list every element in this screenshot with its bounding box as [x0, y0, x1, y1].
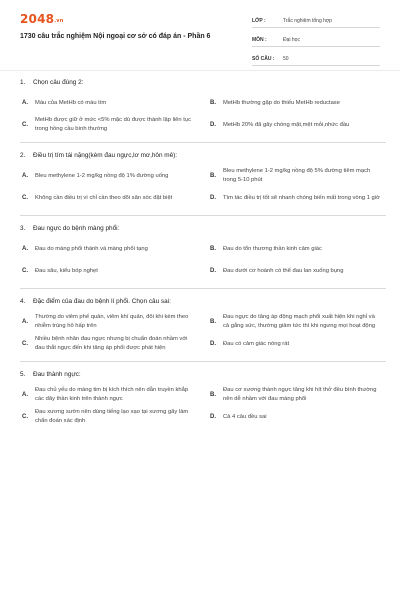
option-text: Nhiều bệnh nhân đau ngực nhưng bị chuẩn đoán nhầm với đau thắt ngực đến khi tăng áp phổi được phát hiện [35, 336, 188, 351]
option-text: Đau chủ yếu do màng tim bị kích thích nên dẫn truyền khắp các dây thần kinh trên thành ngực [35, 387, 189, 402]
option-letter: D. [210, 340, 216, 347]
question-4 [20, 297, 386, 362]
question-number: 5. [20, 371, 26, 378]
option-c[interactable] [20, 262, 198, 280]
option-text: Cả 4 câu đều sai [223, 413, 267, 420]
option-letter: B. [210, 391, 216, 398]
option-b[interactable] [208, 167, 386, 185]
option-letter: A. [22, 99, 28, 106]
option-text: Thường do viêm phế quản, viêm khí quản, đôi khi kèm theo nhiễm trùng hô hấp trên [35, 314, 189, 329]
option-d[interactable] [208, 262, 386, 280]
option-grid [20, 167, 386, 215]
question-list [20, 78, 386, 442]
option-text: Không cần điều trị vì chỉ cần theo dõi săn sóc đặt biệt [35, 194, 173, 201]
header-divider [0, 70, 400, 71]
option-letter: A. [22, 172, 28, 179]
option-letter: B. [210, 245, 216, 252]
option-letter: C. [22, 194, 28, 201]
option-text: Đau sâu, kiểu bóp nghẹt [35, 267, 98, 274]
question-header [20, 78, 386, 87]
option-letter: C. [22, 340, 28, 347]
option-text: MetHb 20% đã gây chóng mặt,mệt mỏi,nhức đầu [223, 121, 350, 128]
question-header [20, 370, 386, 379]
option-text: Máu của MetHb có màu tím [35, 99, 107, 106]
question-text: Đau thành ngực: [33, 371, 81, 378]
option-c[interactable] [20, 189, 198, 207]
question-number: 2. [20, 152, 26, 159]
meta-label: MÔN : [252, 36, 267, 43]
option-letter: D. [210, 267, 216, 274]
option-grid [20, 240, 386, 288]
logo-suffix: .vn [54, 18, 64, 24]
option-text: Bleu methylene 1-2 mg/kg nồng độ 1% đường uống [35, 172, 169, 179]
question-number: 3. [20, 225, 26, 232]
option-text: Đau có cảm giác nóng rát [223, 340, 290, 347]
question-header [20, 151, 386, 160]
option-a[interactable] [20, 240, 198, 258]
option-grid [20, 94, 386, 142]
question-2 [20, 151, 386, 216]
option-grid [20, 313, 386, 361]
option-b[interactable] [208, 313, 386, 331]
option-letter: C. [22, 413, 28, 420]
option-text: Đau dưới cơ hoành có thể đau lan xuống bụng [223, 267, 344, 274]
option-text: Bleu methylene 1-2 mg/kg nồng độ 5% đường tiêm mạch trong 5-10 phút [223, 168, 371, 183]
option-letter: B. [210, 99, 216, 106]
option-d[interactable] [208, 116, 386, 134]
option-c[interactable] [20, 116, 198, 134]
meta-label: LỚP : [252, 17, 266, 24]
option-a[interactable] [20, 386, 198, 404]
question-text: Chọn câu đúng 2: [33, 79, 84, 86]
question-number: 1. [20, 79, 26, 86]
logo-text: 2048 [20, 12, 55, 26]
question-text: Điều trị tím tái nặng(kèm đau ngực,lơ mơ,hôn mê): [33, 152, 178, 159]
option-d[interactable] [208, 335, 386, 353]
option-letter: D. [210, 194, 216, 201]
question-3 [20, 224, 386, 289]
option-text: Đau xương sườn nên dùng tiếng lạo xạo tại xương gãy làm chẩn đoán xác định [35, 409, 189, 424]
option-letter: C. [22, 267, 28, 274]
option-text: Đau cơ xương thành ngực tăng khi hít thở đều bình thường nên dễ nhầm với đau màng phổi [223, 387, 377, 402]
question-number: 4. [20, 298, 26, 305]
site-logo[interactable] [20, 12, 64, 26]
option-b[interactable] [208, 94, 386, 112]
question-header [20, 297, 386, 306]
document-title: 1730 câu trắc nghiệm Nội ngoại cơ sở có đáp án - Phần 6 [20, 33, 211, 40]
meta-subject-row [252, 33, 380, 47]
option-letter: A. [22, 245, 28, 252]
option-a[interactable] [20, 313, 198, 331]
option-letter: B. [210, 318, 216, 325]
option-letter: A. [22, 391, 28, 398]
option-c[interactable] [20, 335, 198, 353]
meta-value: Trắc nghiệm tổng hợp [283, 17, 332, 24]
option-grid [20, 386, 386, 434]
question-header [20, 224, 386, 233]
meta-class-row [252, 14, 380, 28]
option-text: Đau ngực do tăng áp động mạch phổi xuất hiện khi nghỉ và cả gắng sức, thường giảm tức thì khi ngưng mọi hoạt động [223, 314, 376, 329]
option-letter: B. [210, 172, 216, 179]
option-b[interactable] [208, 240, 386, 258]
question-text: Đặc điểm của đau do bệnh lí phổi. Chọn câu sai: [33, 298, 171, 305]
question-1 [20, 78, 386, 143]
option-text: Tìm tác điều trị tốt sẽ nhanh chóng biến mất trong vòng 1 giờ [223, 194, 380, 201]
option-letter: A. [22, 318, 28, 325]
option-text: Đau do tổn thương thần kinh cảm giác [223, 245, 322, 252]
option-d[interactable] [208, 408, 386, 426]
option-d[interactable] [208, 189, 386, 207]
option-text: MetHb thường gặp do thiếu MetHb reductase [223, 99, 340, 106]
option-text: Đau do màng phổi thành và màng phổi tạng [35, 245, 148, 252]
question-text: Đau ngực do bệnh màng phổi: [33, 225, 120, 232]
option-letter: D. [210, 413, 216, 420]
meta-value: 50 [283, 55, 289, 62]
document-meta [252, 14, 380, 71]
meta-value: Đại học [283, 36, 300, 43]
meta-count-row [252, 52, 380, 66]
option-letter: D. [210, 121, 216, 128]
option-text: MetHb được giữ ở mức <5% mặc dù được thành lập liên tục trong hồng cầu bình thường [35, 117, 191, 132]
meta-label: SỐ CÂU : [252, 55, 275, 62]
option-b[interactable] [208, 386, 386, 404]
option-a[interactable] [20, 167, 198, 185]
option-letter: C. [22, 121, 28, 128]
option-c[interactable] [20, 408, 198, 426]
question-5 [20, 370, 386, 434]
option-a[interactable] [20, 94, 198, 112]
